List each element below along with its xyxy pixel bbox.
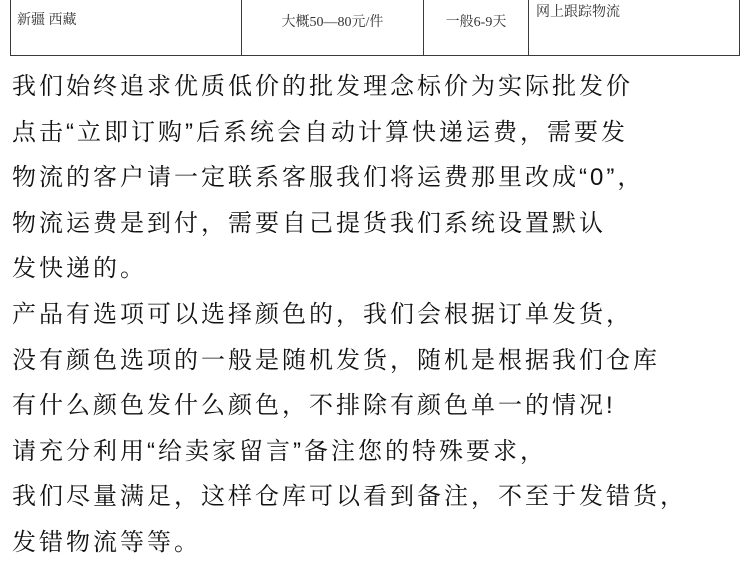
notice-line: 产品有选项可以选择颜色的，我们会根据订单发货， <box>12 300 633 328</box>
notice-line: 我们尽量满足，这样仓库可以看到备注，不至于发错货， <box>12 483 687 511</box>
region-cell <box>11 0 241 55</box>
notice-line: 物流的客户请一定联系客服我们将运费那里改成“0”， <box>12 164 645 192</box>
region-text: 新疆 西藏 <box>17 13 77 28</box>
delivery-time-text: 一般6-9天 <box>445 15 507 30</box>
notice-line: 有什么颜色发什么颜色，不排除有颜色单一的情况! <box>12 392 616 420</box>
notice-line: 点击“立即订购”后系统会自动计算快递运费，需要发 <box>12 118 628 146</box>
tracking-cell <box>528 0 739 55</box>
price-text: 大概50—80元/件 <box>281 15 384 30</box>
shipping-table <box>10 0 740 56</box>
notice-line: 请充分利用“给卖家留言”备注您的特殊要求， <box>12 437 547 465</box>
delivery-time-cell <box>423 0 528 55</box>
tracking-text: 网上跟踪物流 <box>536 5 620 20</box>
purchase-notice <box>12 64 742 566</box>
notice-line: 发快递的。 <box>12 255 147 283</box>
notice-line: 物流运费是到付，需要自己提货我们系统设置默认 <box>12 209 606 237</box>
notice-line: 没有颜色选项的一般是随机发货，随机是根据我们仓库 <box>12 346 660 374</box>
notice-line: 发错物流等等。 <box>12 528 201 556</box>
price-cell <box>241 0 423 55</box>
notice-line: 我们始终追求优质低价的批发理念标价为实际批发价 <box>12 73 633 100</box>
